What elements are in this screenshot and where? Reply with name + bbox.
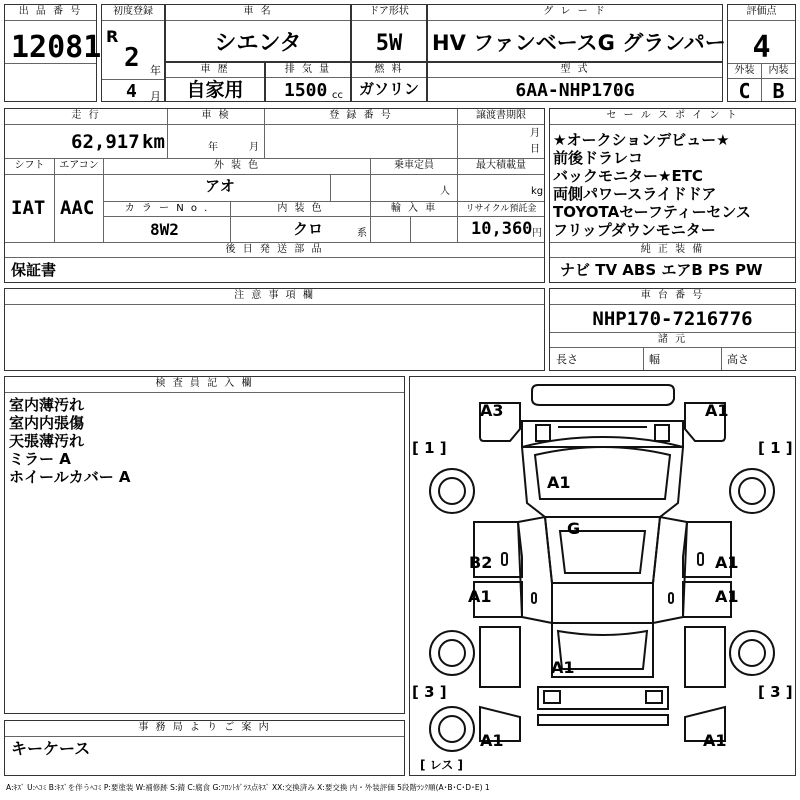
lot-number: 12081 <box>11 30 102 65</box>
spec-width: 幅 <box>649 353 660 366</box>
inspector-note: 天張薄汚れ <box>9 432 85 450</box>
intcolor-label: 内 装 色 <box>277 203 324 214</box>
mileage-unit: km <box>142 131 165 153</box>
transfer-day: 日 <box>530 144 540 155</box>
tire-rating: [ 3 ] <box>758 683 793 701</box>
disp-unit: cc <box>332 90 343 101</box>
score-label: 評価点 <box>746 6 777 17</box>
interior-color: クロ <box>293 220 324 238</box>
score-box <box>727 4 796 102</box>
sales-item: ★オークションデビュー★ <box>553 131 730 149</box>
car-diagram <box>409 376 796 776</box>
fuel-label: 燃 料 <box>374 64 404 75</box>
inspector-note: 室内内張傷 <box>9 414 85 432</box>
fuel-box <box>351 62 427 102</box>
load-label: 最大積載量 <box>476 160 526 171</box>
damage-mark: A1 <box>551 658 575 677</box>
fuel: ガソリン <box>358 80 419 98</box>
door-box <box>351 4 427 62</box>
chassis-label: 車 台 番 号 <box>640 290 705 301</box>
mileage: 62,917 <box>71 131 140 153</box>
ext-grade: C <box>738 79 751 103</box>
body-color: アオ <box>205 177 235 195</box>
regno-label: 登 録 番 号 <box>329 110 393 121</box>
car-name: シエンタ <box>214 31 302 56</box>
lot-box <box>4 4 102 102</box>
int-label: 内装 <box>768 65 789 76</box>
sales-box <box>549 108 796 283</box>
ext-label: 外装 <box>734 65 755 76</box>
shift-label: シフト <box>14 160 45 171</box>
first-reg-label: 初度登録 <box>113 6 153 17</box>
sales-item: フリップダウンモニター <box>553 221 716 239</box>
tire-rating: [ 1 ] <box>758 439 793 457</box>
inspector-note: 室内薄汚れ <box>9 396 85 414</box>
grade-box <box>427 4 726 62</box>
tire-rating: [ 1 ] <box>412 439 447 457</box>
recycle-label: リサイクル預託金 <box>465 204 537 214</box>
recycle-fee: 10,360 <box>471 219 533 239</box>
car-name-label: 車 名 <box>243 6 273 17</box>
damage-mark: A1 <box>468 587 492 606</box>
sales-item: バックモニター★ETC <box>553 167 703 185</box>
import-label: 輸 入 車 <box>390 203 438 214</box>
model-code: 6AA-NHP170G <box>515 80 635 101</box>
aircon: AAC <box>60 197 95 219</box>
legend: A:ｷｽﾞ U:ﾍｺﾐ B:ｷｽﾞを伴うﾍｺﾐ P:要塗装 W:補修跡 S:錆 C:腐食 G:ﾌﾛﾝﾄｶﾞﾗｽ点ｷｽﾞ XX:交換済み X:要交換 内・外装評価 5段階ﾗﾝｸ順(A･B･C･D･E) 1 <box>6 783 490 792</box>
disp-box <box>265 62 351 102</box>
color-label: 外 装 色 <box>213 160 261 171</box>
damage-mark: A3 <box>480 401 504 420</box>
door-label: ドア形状 <box>369 6 409 17</box>
notes-label: 注 意 事 項 欄 <box>234 290 315 301</box>
damage-mark: A1 <box>547 473 571 492</box>
equipment-label: 純 正 装 備 <box>640 244 705 255</box>
mileage-label: 走 行 <box>71 110 101 121</box>
inspector-note: ミラー A <box>9 450 71 468</box>
reg-year: 2 <box>124 43 140 73</box>
sales-item: 前後ドラレコ <box>553 149 644 167</box>
history: 自家用 <box>186 79 244 101</box>
era: R <box>106 27 119 46</box>
capacity-unit: 人 <box>440 186 450 197</box>
history-box <box>165 62 265 102</box>
spec-height: 高さ <box>727 353 749 366</box>
color-number: 8W2 <box>150 220 179 239</box>
sales-item: TOYOTAセーフティーセンス <box>553 203 751 221</box>
transfer-label: 譲渡書期限 <box>476 110 526 121</box>
damage-mark: A1 <box>703 731 727 750</box>
notes-box <box>4 288 545 371</box>
inspect-label: 車 検 <box>201 110 231 121</box>
damage-mark: A1 <box>705 401 729 420</box>
office-note: キーケース <box>11 739 91 758</box>
damage-mark: A1 <box>715 587 739 606</box>
chassis-box <box>549 288 796 371</box>
int-grade: B <box>772 79 785 103</box>
year-unit: 年 <box>150 64 161 77</box>
later-parts: 保証書 <box>11 261 57 279</box>
model-box <box>427 62 723 102</box>
ac-label: エアコン <box>59 160 99 171</box>
inspect-year: 年 <box>208 142 218 153</box>
history-label: 車 歴 <box>200 64 230 75</box>
damage-mark: A1 <box>715 553 739 572</box>
chassis-number: NHP170-7216776 <box>592 308 753 330</box>
tire-rating: [ 3 ] <box>412 683 447 701</box>
car-outline <box>410 377 795 775</box>
transfer-month: 月 <box>530 128 540 139</box>
capacity-label: 乗車定員 <box>394 160 434 171</box>
inspector-box <box>4 376 405 714</box>
later-label: 後 日 発 送 部 品 <box>225 244 324 255</box>
displacement: 1500 <box>284 80 328 101</box>
sales-item: 両側パワースライドドア <box>553 185 717 203</box>
spec-length: 長さ <box>556 353 578 366</box>
grade-label: グ レ ー ド <box>543 6 607 17</box>
load-unit: kg <box>531 186 544 197</box>
inspect-month: 月 <box>249 142 259 153</box>
damage-mark: A1 <box>480 731 504 750</box>
damage-mark: B2 <box>469 553 493 572</box>
month-unit: 月 <box>150 90 161 103</box>
disp-label: 排 気 量 <box>284 64 332 75</box>
recycle-unit: 円 <box>532 228 542 239</box>
grade: HV ファンベースG グランパー <box>432 31 726 55</box>
inspector-note: ホイールカバー A <box>9 468 131 486</box>
spec-box <box>4 108 545 283</box>
inspector-label: 検 査 員 記 入 欄 <box>155 378 254 389</box>
colorno-label: カ ラ ー N o . <box>124 203 210 214</box>
car-name-box <box>165 4 351 62</box>
door-type: 5W <box>375 31 403 56</box>
intcolor-unit: 系 <box>357 228 367 239</box>
damage-mark: G <box>567 519 581 538</box>
reg-month: 4 <box>126 81 137 102</box>
equipment: ナビ TV ABS エアB PS PW <box>560 261 763 279</box>
first-reg-box <box>101 4 165 102</box>
model-label: 型 式 <box>560 64 590 75</box>
sales-label: セ ー ル ス ポ イ ン ト <box>606 110 739 121</box>
office-label: 事 務 局 よ り ご 案 内 <box>138 722 271 733</box>
office-box <box>4 720 405 776</box>
lot-label: 出 品 番 号 <box>18 6 83 17</box>
score: 4 <box>752 30 771 65</box>
shift: IAT <box>11 197 46 219</box>
spec-label: 諸 元 <box>657 334 688 345</box>
spare-tire-rating: [ レス ] <box>420 758 463 772</box>
